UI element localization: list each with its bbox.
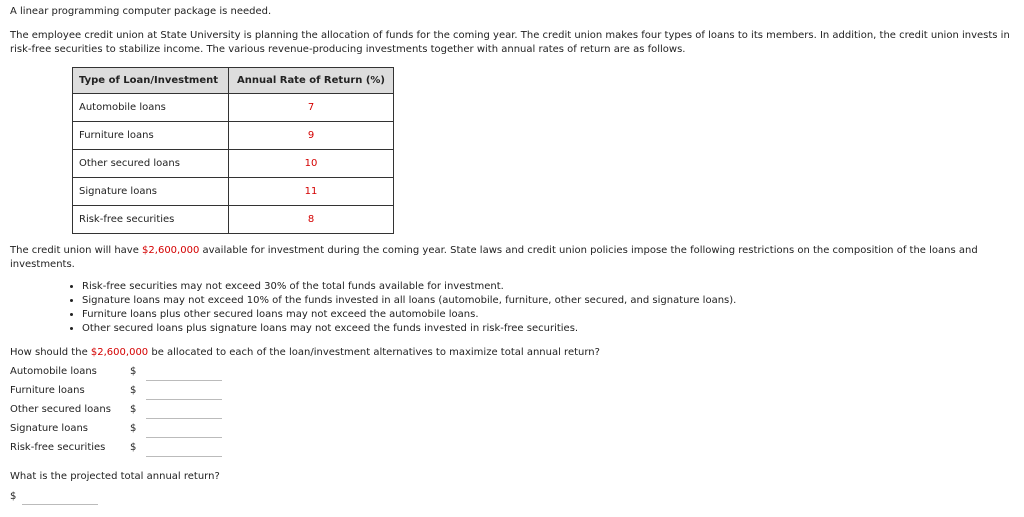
- currency-symbol: $: [10, 491, 17, 502]
- row-type: Risk-free securities: [73, 206, 229, 234]
- currency-symbol: $: [130, 366, 137, 377]
- table-row: [73, 178, 394, 206]
- answer-row-furniture: [10, 383, 220, 402]
- row-rate: 9: [229, 122, 394, 150]
- funds-amount: $2,600,000: [142, 245, 200, 256]
- currency-symbol: $: [130, 385, 137, 396]
- row-type: Furniture loans: [73, 122, 229, 150]
- row-rate: 7: [229, 94, 394, 122]
- table-header-row: [73, 68, 394, 94]
- funds-paragraph: [10, 244, 1010, 271]
- funds-text-before: The credit union will have: [10, 245, 143, 256]
- row-rate: 10: [229, 150, 394, 178]
- answer-row-other-secured: [10, 402, 220, 421]
- currency-symbol: $: [130, 442, 137, 453]
- answer-row-risk-free: [10, 440, 220, 459]
- table-row: [73, 122, 394, 150]
- table-row: [73, 94, 394, 122]
- answer-label: Automobile loans: [10, 366, 97, 377]
- row-type: Other secured loans: [73, 150, 229, 178]
- rates-table: [72, 67, 394, 234]
- furniture-loans-input[interactable]: [146, 383, 222, 400]
- answer-row-signature: [10, 421, 220, 440]
- currency-symbol: $: [130, 423, 137, 434]
- restriction-item: • Signature loans may not exceed 10% of the funds invested in all loans (automobile, furniture, other secured, and signature loans).: [82, 294, 736, 308]
- allocation-question: [10, 346, 600, 360]
- restriction-item: • Risk-free securities may not exceed 30% of the total funds available for investment.: [82, 280, 736, 294]
- table-row: [73, 206, 394, 234]
- answer-label: Risk-free securities: [10, 442, 106, 453]
- header-type: Type of Loan/Investment: [73, 68, 229, 94]
- row-rate: 8: [229, 206, 394, 234]
- total-return-question: What is the projected total annual return?: [10, 471, 220, 482]
- signature-loans-input[interactable]: [146, 421, 222, 438]
- question1-after: be allocated to each of the loan/investment alternatives to maximize total annual return?: [148, 347, 600, 358]
- total-return-input[interactable]: [22, 489, 98, 505]
- problem-text: The employee credit union at State University is planning the allocation of funds for the coming year. The credit union makes four types of loans to its members. In addition, the credit union invests in risk-free securities to stabilize income. The various revenue-producing investments together with annual rates of return are as follows.: [10, 30, 1010, 55]
- question1-amount: $2,600,000: [90, 347, 149, 358]
- funds-text-after: available for investment during the coming year. State laws and credit union policies impose the following restrictions on the composition of the loans and investments.: [10, 245, 978, 270]
- row-type: Automobile loans: [73, 94, 229, 122]
- answer-label: Signature loans: [10, 423, 88, 434]
- total-return-row: [10, 489, 110, 507]
- row-type: Signature loans: [73, 178, 229, 206]
- automobile-loans-input[interactable]: [146, 364, 222, 381]
- header-rate: Annual Rate of Return (%): [229, 68, 394, 94]
- restriction-item: • Furniture loans plus other secured loans may not exceed the automobile loans.: [82, 308, 736, 322]
- row-rate: 11: [229, 178, 394, 206]
- risk-free-securities-input[interactable]: [146, 440, 222, 457]
- answer-row-automobile: [10, 364, 220, 383]
- table-row: [73, 150, 394, 178]
- currency-symbol: $: [130, 404, 137, 415]
- restrictions-list: [56, 280, 736, 336]
- other-secured-loans-input[interactable]: [146, 402, 222, 419]
- restriction-item: • Other secured loans plus signature loans may not exceed the funds invested in risk-free securities.: [82, 322, 736, 336]
- answer-label: Other secured loans: [10, 404, 111, 415]
- answer-label: Furniture loans: [10, 385, 85, 396]
- question1-before: How should the: [10, 347, 91, 358]
- intro-note: A linear programming computer package is needed.: [10, 6, 272, 17]
